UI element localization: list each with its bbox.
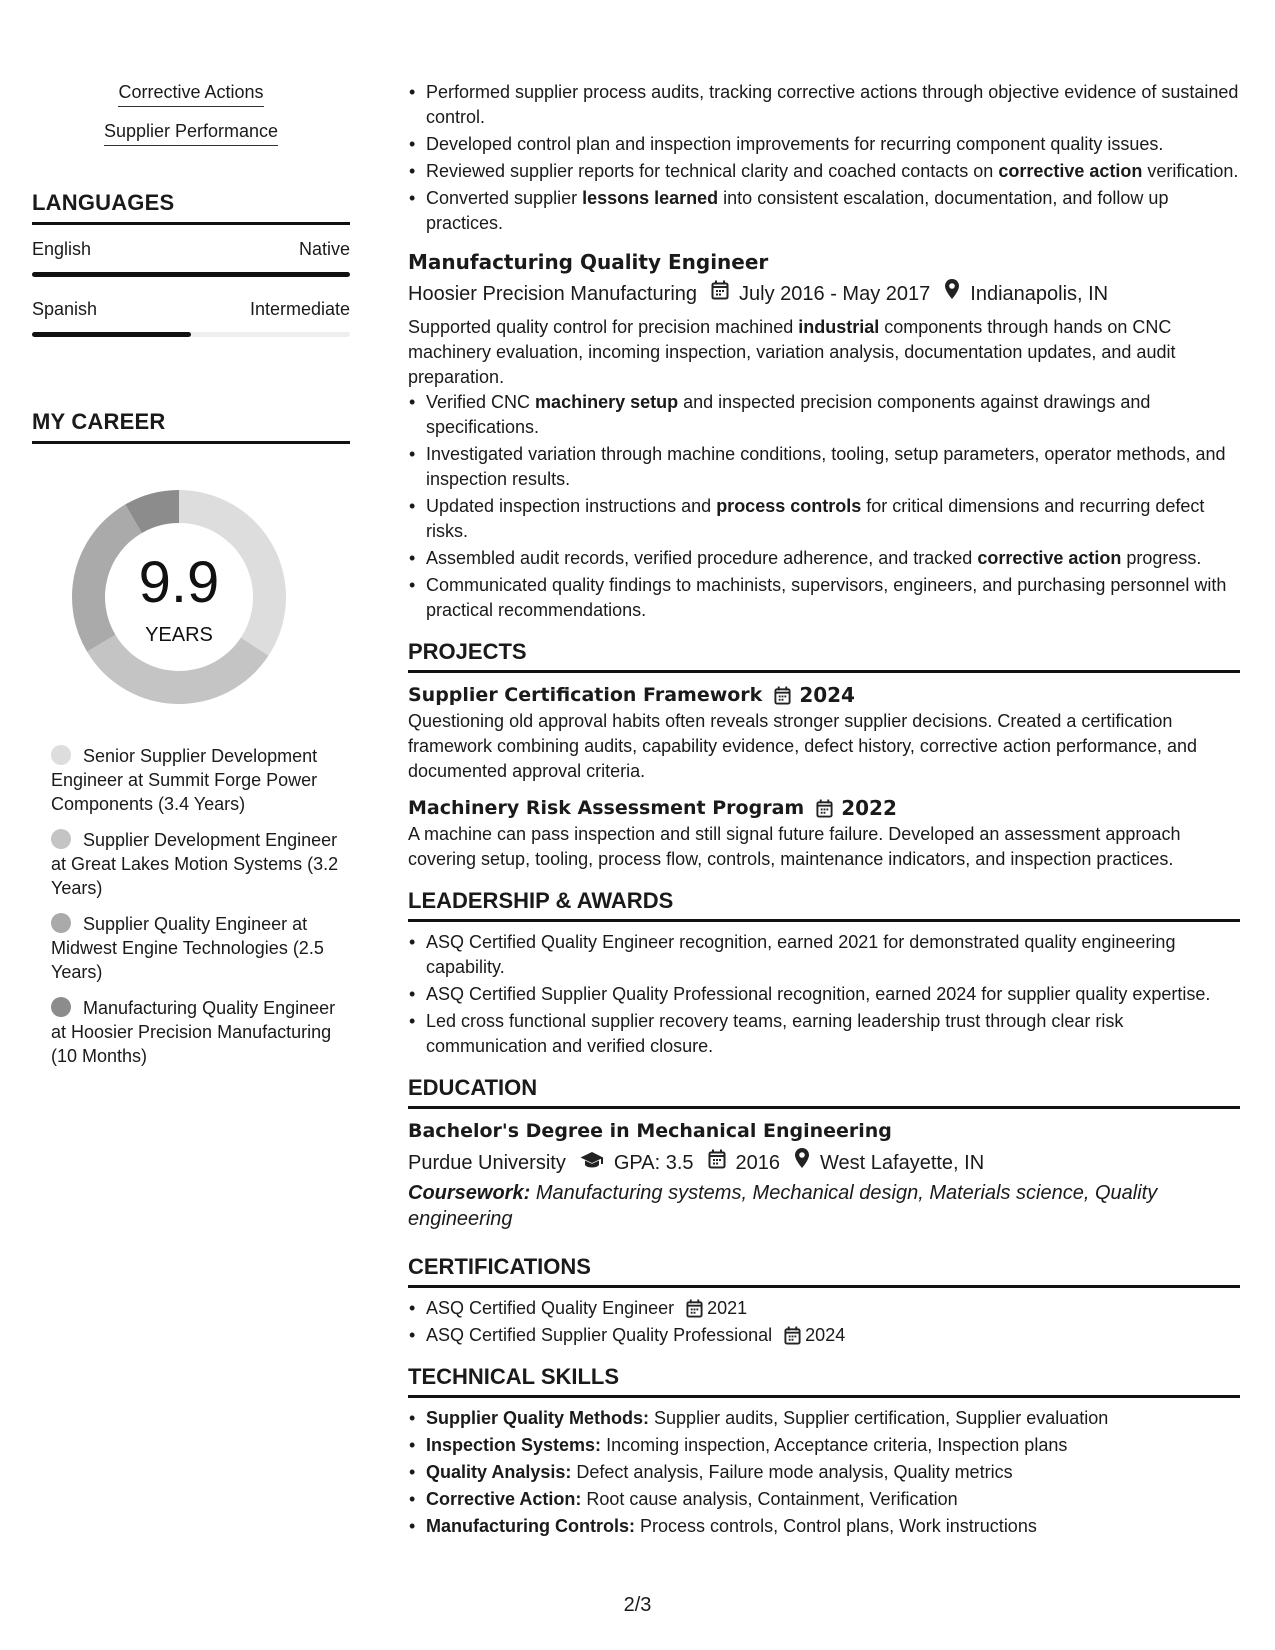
skill-item	[426, 1460, 1240, 1485]
certifications-heading: CERTIFICATIONS	[408, 1254, 1240, 1288]
skill-category: Manufacturing Controls:	[426, 1516, 635, 1536]
skill-item	[426, 1487, 1240, 1512]
career-legend-item	[51, 828, 350, 900]
skill-values: Supplier audits, Supplier certification, Supplier evaluation	[654, 1408, 1109, 1428]
skill-item	[426, 1406, 1240, 1431]
career-legend-item	[51, 912, 350, 984]
leadership-item: • ASQ Certified Supplier Quality Professional recognition, earned 2024 for supplier quality expertise.	[426, 982, 1240, 1007]
certification-name: • ASQ Certified Quality Engineer	[426, 1298, 675, 1318]
role-bullet: • Investigated variation through machine conditions, tooling, setup parameters, operator methods, and inspection results.	[426, 442, 1240, 492]
certification-item	[426, 1296, 1240, 1321]
education-meta	[408, 1147, 1240, 1178]
certification-name: • ASQ Certified Supplier Quality Professional	[426, 1325, 773, 1345]
skill-tag	[32, 82, 350, 107]
calendar-icon	[711, 279, 729, 309]
career-legend-item	[51, 996, 350, 1068]
career-heading: MY CAREER	[32, 409, 350, 444]
language-name: Spanish	[32, 299, 98, 319]
skill-tag	[32, 121, 350, 146]
languages-heading: LANGUAGES	[32, 190, 350, 225]
project-description: Questioning old approval habits often reveals stronger supplier decisions. Created a certification framework combining audits, capability evidence, defect history, corrective action performance, and documented approval criteria.	[408, 711, 1198, 781]
skill-category: Corrective Action:	[426, 1489, 582, 1509]
language-level: Intermediate	[249, 299, 350, 319]
experience-bullet: • Reviewed supplier reports for technical clarity and coached contacts on corrective action verification.	[426, 159, 1240, 184]
skill-category: Inspection Systems:	[426, 1435, 602, 1455]
skill-tag-label: Corrective Actions	[118, 82, 263, 107]
company-name: Hoosier Precision Manufacturing	[408, 282, 698, 305]
right-column	[408, 80, 1240, 1541]
leadership-heading: LEADERSHIP & AWARDS	[408, 888, 1240, 922]
language-bar	[32, 272, 350, 277]
role-bullets	[408, 390, 1240, 623]
calendar-icon	[816, 799, 833, 818]
experience-bullet: • Performed supplier process audits, tracking corrective actions through objective evidence of sustained control.	[426, 80, 1240, 130]
leadership-item: • Led cross functional supplier recovery teams, earning leadership trust through clear risk communication and verified closure.	[426, 1009, 1240, 1059]
role-bullet: • Updated inspection instructions and process controls for critical dimensions and recurring defect risks.	[426, 494, 1240, 544]
language-item	[32, 239, 350, 277]
career-legend-label: Supplier Quality Engineer at Midwest Engine Technologies (2.5 Years)	[51, 914, 324, 982]
language-level: Native	[298, 239, 350, 259]
calendar-icon	[708, 1148, 726, 1178]
skill-values: Root cause analysis, Containment, Verification	[586, 1489, 958, 1509]
career-legend	[32, 744, 350, 1068]
role-dates: July 2016 - May 2017	[739, 282, 931, 305]
certification-item	[426, 1323, 1240, 1348]
role-summary: Supported quality control for precision machined industrial components through hands on CNC machinery evaluation, incoming inspection, variation analysis, documentation updates, and audit preparation.	[408, 317, 1176, 387]
calendar-icon	[686, 1299, 703, 1318]
gpa: GPA: 3.5	[613, 1151, 694, 1174]
career-total-unit: YEARS	[145, 624, 213, 646]
page-number-text: 2/3	[623, 1594, 652, 1616]
role-bullet: • Assembled audit records, verified procedure adherence, and tracked corrective action progress.	[426, 546, 1240, 571]
language-bar-fill	[32, 272, 350, 277]
project-year: 2022	[841, 796, 897, 820]
location-pin-icon	[794, 1147, 810, 1178]
experience-bullet: • Developed control plan and inspection improvements for recurring component quality issues.	[426, 132, 1240, 157]
education-heading: EDUCATION	[408, 1075, 1240, 1109]
skill-category: Supplier Quality Methods:	[426, 1408, 650, 1428]
skill-values: Defect analysis, Failure mode analysis, Quality metrics	[576, 1462, 1013, 1482]
coursework-text: Manufacturing systems, Mechanical design, Materials science, Quality engineering	[408, 1182, 1158, 1230]
language-name: English	[32, 239, 92, 259]
role-location: Indianapolis, IN	[970, 282, 1109, 305]
skill-tag-label: Supplier Performance	[104, 121, 278, 146]
role-meta	[408, 278, 1240, 309]
legend-dot-icon	[51, 913, 71, 933]
school-name: Purdue University	[408, 1151, 566, 1174]
legend-dot-icon	[51, 745, 71, 765]
career-legend-label: Supplier Development Engineer at Great Lakes Motion Systems (3.2 Years)	[51, 830, 339, 898]
skill-item	[426, 1514, 1240, 1539]
project-description: A machine can pass inspection and still signal future failure. Developed an assessment approach covering setup, tooling, process flow, controls, maintenance indicators, and inspection practices.	[408, 824, 1181, 869]
language-bar	[32, 332, 350, 337]
legend-dot-icon	[51, 829, 71, 849]
certification-year: 2024	[805, 1325, 846, 1345]
graduation-year: 2016	[735, 1151, 781, 1174]
career-donut	[66, 484, 292, 710]
experience-bullet: • Converted supplier lessons learned into consistent escalation, documentation, and follow up practices.	[426, 186, 1240, 236]
location-pin-icon	[944, 278, 960, 309]
calendar-icon	[774, 686, 791, 705]
career-legend-label: Manufacturing Quality Engineer at Hoosier Precision Manufacturing (10 Months)	[51, 998, 336, 1066]
school-location: West Lafayette, IN	[820, 1151, 985, 1174]
certification-year: 2021	[707, 1298, 748, 1318]
project-name: Supplier Certification Framework	[408, 684, 763, 706]
project-title	[408, 794, 1240, 822]
coursework	[408, 1180, 1240, 1232]
certifications-list	[408, 1296, 1240, 1348]
projects-list	[408, 681, 1240, 872]
coursework-label: Coursework:	[408, 1182, 531, 1204]
calendar-icon	[784, 1326, 801, 1345]
graduation-cap-icon	[580, 1148, 604, 1178]
project-title	[408, 681, 1240, 709]
skill-values: Process controls, Control plans, Work instructions	[640, 1516, 1037, 1536]
skill-values: Incoming inspection, Acceptance criteria, Inspection plans	[606, 1435, 1068, 1455]
career-total: 9.9	[138, 550, 220, 615]
project-name: Machinery Risk Assessment Program	[408, 797, 805, 819]
leadership-item: • ASQ Certified Quality Engineer recognition, earned 2021 for demonstrated quality engineering capability.	[426, 930, 1240, 980]
language-bar-fill	[32, 332, 191, 337]
legend-dot-icon	[51, 997, 71, 1017]
role-title: Manufacturing Quality Engineer	[408, 250, 769, 274]
degree-title: Bachelor's Degree in Mechanical Engineering	[408, 1120, 892, 1142]
language-item	[32, 299, 350, 337]
skills-list	[408, 1406, 1240, 1539]
left-column	[32, 82, 350, 1080]
role-bullet: • Verified CNC machinery setup and inspected precision components against drawings and specifications.	[426, 390, 1240, 440]
skills-heading: TECHNICAL SKILLS	[408, 1364, 1240, 1398]
skill-category: Quality Analysis:	[426, 1462, 572, 1482]
experience-bullets	[408, 80, 1240, 236]
skill-item	[426, 1433, 1240, 1458]
career-legend-label: Senior Supplier Development Engineer at Summit Forge Power Components (3.4 Years)	[51, 746, 318, 814]
career-legend-item	[51, 744, 350, 816]
project-year: 2024	[799, 683, 855, 707]
projects-heading: PROJECTS	[408, 639, 1240, 673]
role-bullet: • Communicated quality findings to machinists, supervisors, engineers, and purchasing personnel with practical recommendations.	[426, 573, 1240, 623]
page-number	[0, 1594, 1275, 1617]
leadership-list	[408, 930, 1240, 1059]
